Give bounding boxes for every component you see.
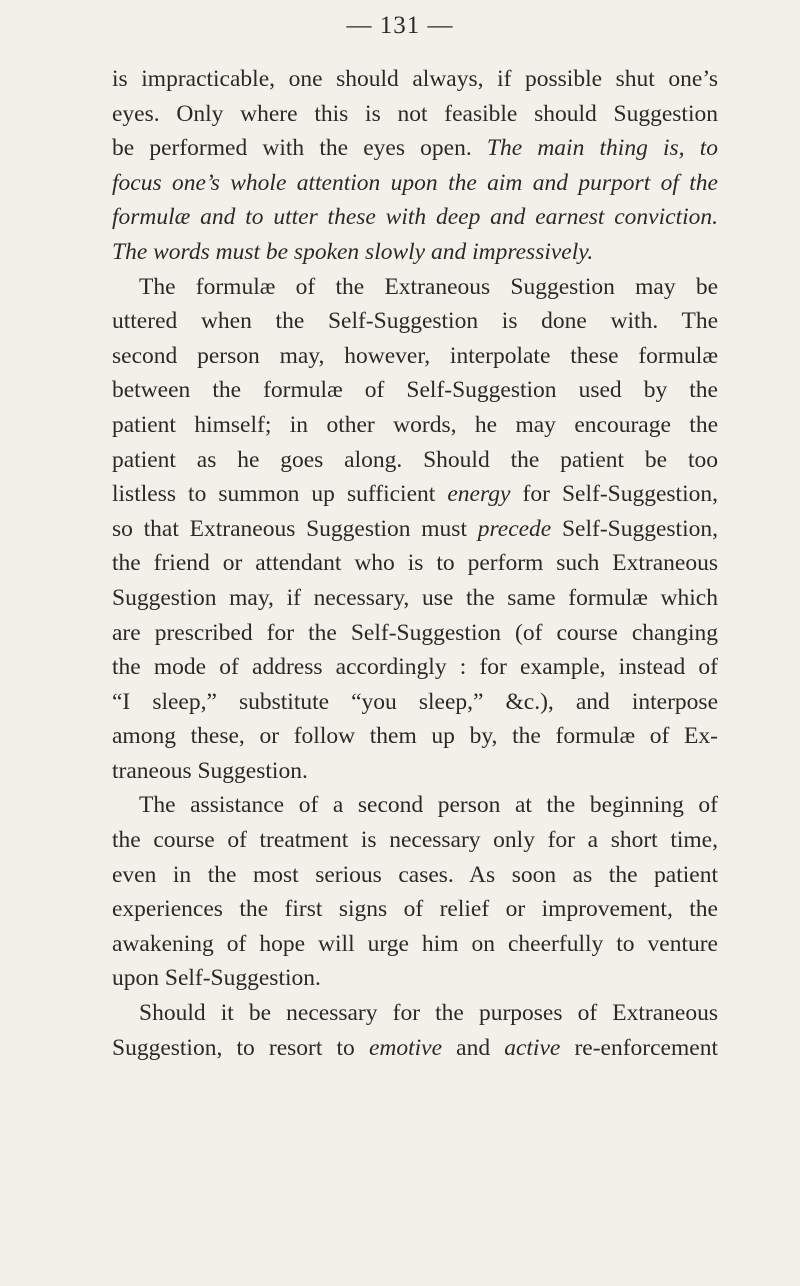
text-run: Suggestion, to resort to (112, 1034, 369, 1061)
text-line: patient as he goes along. Should the patient be too (112, 446, 718, 473)
italic-text: energy (447, 481, 511, 508)
page-number: — 131 — (346, 12, 454, 39)
text-line (112, 235, 718, 270)
text-run: so that Extraneous Suggestion must (112, 515, 478, 542)
text-run: re-enforcement (560, 1034, 718, 1061)
italic-text: active (504, 1034, 561, 1061)
italic-text: precede (477, 515, 552, 542)
text-line: traneous Suggestion. (112, 757, 308, 784)
text-line: even in the most serious cases. As soon as the patient (112, 861, 718, 888)
text-line: Suggestion may, if necessary, use the same formulæ which (112, 584, 718, 611)
italic-text: formulæ and to utter these with deep and earnest conviction. (112, 204, 718, 231)
text-line: patient himself; in other words, he may encourage the (112, 411, 718, 438)
italic-text: emotive (368, 1034, 443, 1061)
text-run: for Self-Suggestion, (510, 481, 718, 508)
text-line: awakening of hope will urge him on cheerfully to venture (112, 930, 718, 957)
text-line: is impracticable, one should always, if possible shut one’s (112, 66, 718, 92)
text-line: are prescribed for the Self-Suggestion (of course changing (112, 619, 718, 646)
text-run: and (442, 1034, 505, 1061)
text-line: among these, or follow them up by, the formulæ of Ex- (112, 723, 718, 750)
text-line: upon Self-Suggestion. (112, 965, 321, 992)
text-line: The assistance of a second person at the beginning of (139, 792, 718, 819)
italic-text: The main thing is, to (486, 135, 718, 162)
text-line: uttered when the Self-Suggestion is done with. The (112, 308, 718, 335)
text-line: eyes. Only where this is not feasible should Suggestion (112, 100, 718, 127)
text-line: second person may, however, interpolate these formulæ (112, 342, 718, 369)
text-line: the mode of address accordingly : for example, instead of (112, 654, 718, 681)
text-line (112, 1031, 718, 1066)
text-run: listless to summon up sufficient (112, 481, 448, 508)
text-line (112, 200, 718, 235)
text-line: “I sleep,” substitute “you sleep,” &c.), and interpose (112, 688, 718, 715)
italic-text: The words must be spoken slowly and impressively. (112, 238, 594, 265)
text-line (112, 131, 718, 166)
text-line: between the formulæ of Self-Suggestion used by the (112, 377, 718, 404)
text-line: Should it be necessary for the purposes of Extraneous (139, 1000, 718, 1027)
text-run: Self-Suggestion, (551, 515, 718, 542)
text-line (112, 166, 718, 201)
text-line (112, 512, 718, 547)
italic-text: focus one’s whole attention upon the aim and purport of the (112, 169, 718, 196)
text-line: The formulæ of the Extraneous Suggestion may be (139, 273, 718, 300)
text-line: the friend or attendant who is to perform such Extraneous (112, 550, 718, 577)
body-text (112, 62, 718, 1065)
text-line (112, 477, 718, 512)
text-line: experiences the first signs of relief or improvement, the (112, 896, 718, 923)
text-line: the course of treatment is necessary only for a short time, (112, 827, 718, 854)
text-run: be performed with the eyes open. (112, 135, 487, 162)
